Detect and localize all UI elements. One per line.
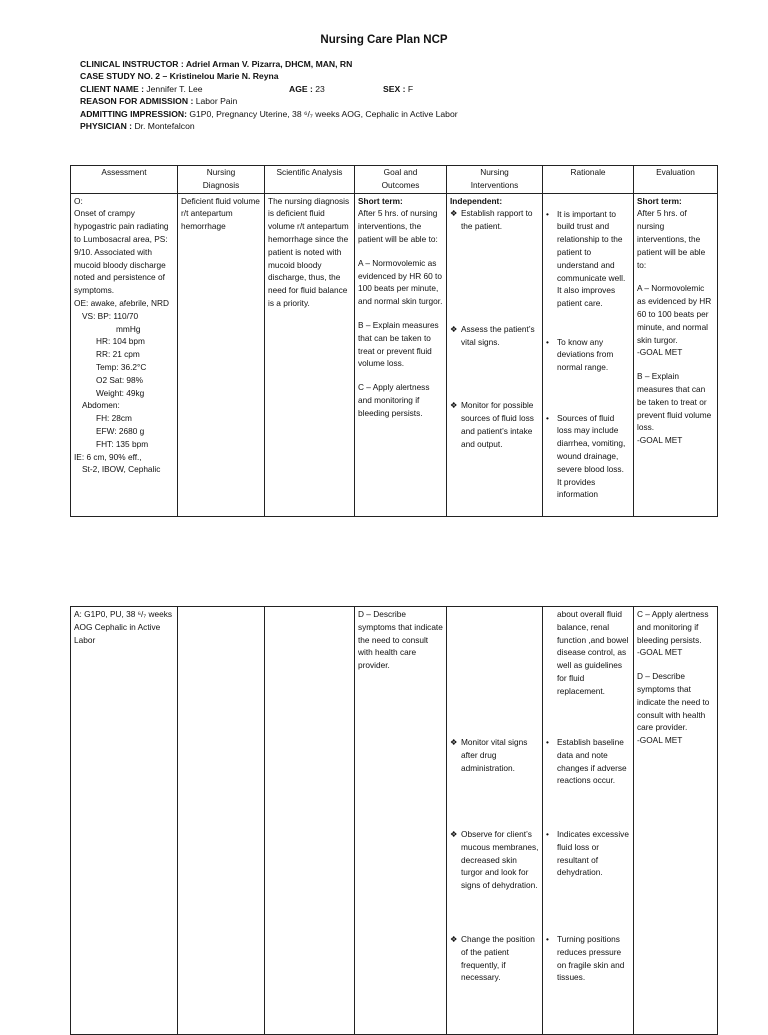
list-item: ❖ Monitor for possible sources of fluid loss and patient’s intake and output. [450,400,534,449]
column-header-goal: Goal and Outcomes [355,166,447,194]
diamond-bullet-icon: ❖ [450,737,458,747]
list-item: • Establish baseline data and note changes if adverse reactions occur. [546,737,627,786]
list-item: • It is important to build trust and relationship to the patient to understand and communicate well. It also improves patient care. [546,208,626,309]
client-label: CLIENT NAME : [80,83,147,94]
case-label: CASE STUDY NO. 2 – [80,71,170,82]
analysis-cell: The nursing diagnosis is deficient fluid volume r/t antepartum hemorrhage since the patient is noted with mucoid bloody discharge, thus, the need for fluid balance is a priority. [265,193,355,516]
analysis-cell [265,607,355,1035]
diagnosis-cell [178,607,265,1035]
diamond-bullet-icon: ❖ [450,400,458,411]
interventions-cell [447,607,543,1035]
bullet-icon: • [546,208,549,219]
care-plan-table-page-2 [70,606,718,1035]
rationale-cell [543,193,634,516]
diamond-bullet-icon: ❖ [450,829,458,839]
assessment-cell: A: G1P0, PU, 38 ⁶/₇ weeks AOG Cephalic in Active Labor [71,607,178,1035]
bullet-icon: • [546,934,549,944]
age-label: AGE : [289,83,316,94]
age-value: 23 [315,83,325,94]
column-header-rationale: Rationale [543,166,634,194]
column-header-diagnosis: Nursing Diagnosis [178,166,265,194]
diamond-bullet-icon: ❖ [450,934,458,944]
assessment-cell: O: Onset of crampy hypogastric pain radiating to Lumbosacral area, PS: 9/10. Associated with mucoid bloody discharge noted and persistence of symptoms. OE: awake, afebrile, NRD VS: BP: 110/70 mmHg HR: 104 bpm RR: 21 cpm Temp: 36.2°C O2 Sat: 98% Weight: 49kg Abdomen: FH: 28cm EFW: 2680 g FHT: 135 bpm IE: 6 cm, 90% eff., St-2, IBOW, Cephalic [71,193,178,516]
client-row [80,83,720,95]
client-value: Jennifer T. Lee [146,83,203,94]
rationale-continued: about overall fluid balance, renal function ,and bowel disease control, as well as guidelines for fluid replacement. [557,609,629,696]
table-row [71,193,718,516]
rationale-cell [543,607,634,1035]
goal-cell: Short term: After 5 hrs. of nursing interventions, the patient will be able to: A – Normovolemic as evidenced by HR 60 to 100 beats per minute, and normal skin turgor. B – Explain measures that can be taken to treat or prevent fluid volume loss. C – Apply alertness and monitoring if bleeding persists. [355,193,447,516]
age-field [289,83,325,95]
column-header-interventions: Nursing Interventions [447,166,543,194]
sex-value: F [407,83,414,94]
care-plan-table-page-1 [70,165,718,517]
table-row [71,607,718,1035]
instructor-value: Adriel Arman V. Pizarra, DHCM, MAN, RN [185,59,353,69]
sex-field [383,83,413,95]
column-header-evaluation: Evaluation [634,166,718,194]
table-header-row [71,166,718,194]
impression-value: G1P0, Pregnancy Uterine, 38 ⁶/₇ weeks AOG, Cephalic in Active Labor [189,108,458,119]
list-item: • To know any deviations from normal range. [546,336,614,373]
document-title: Nursing Care Plan NCP [320,34,448,46]
case-row [80,70,720,82]
bullet-icon: • [546,737,549,747]
physician-value: Dr. Montefalcon [134,120,195,131]
bullet-icon: • [546,412,549,423]
bullet-icon: • [546,336,549,347]
reason-row [80,95,720,107]
impression-row [80,108,720,120]
goal-cell: D – Describe symptoms that indicate the need to consult with health care provider. [355,607,447,1035]
diamond-bullet-icon: ❖ [450,324,458,335]
physician-row [80,120,720,132]
physician-label: PHYSICIAN : [80,120,135,131]
column-header-analysis: Scientific Analysis [265,166,355,194]
list-item: • Sources of fluid loss may include diarrhea, vomiting, wound drainage, severe blood loss. It provides information [546,412,626,500]
reason-value: Labor Pain [195,96,238,107]
instructor-label: CLINICAL INSTRUCTOR : [80,59,186,69]
impression-label: ADMITTING IMPRESSION: [80,108,190,119]
sex-label: SEX : [383,83,408,94]
column-header-assessment: Assessment [71,166,178,194]
list-item: ❖ Assess the patient’s vital signs. [450,324,535,348]
list-item: ❖ Establish rapport to the patient. [450,208,533,232]
evaluation-cell: Short term: After 5 hrs. of nursing interventions, the patient will be able to: A – Normovolemic as evidenced by HR 60 to 100 beats per minute, and normal skin turgor. -GOAL MET B – Explain measures that can be taken to treat or prevent fluid volume loss. -GOAL MET [634,193,718,516]
instructor-row [80,58,720,70]
list-item: • Indicates excessive fluid loss or resultant of dehydration. [546,829,629,878]
case-header [80,58,720,132]
list-item: ❖ Observe for client’s mucous membranes, decreased skin turgor and look for signs of dehydration. [450,829,539,891]
diamond-bullet-icon: ❖ [450,208,458,219]
bullet-icon: • [546,829,549,839]
list-item: ❖ Monitor vital signs after drug administration. [450,737,528,773]
diagnosis-cell: Deficient fluid volume r/t antepartum hemorrhage [178,193,265,516]
list-item: • Turning positions reduces pressure on fragile skin and tissues. [546,934,625,983]
list-item: ❖ Change the position of the patient frequently, if necessary. [450,934,535,983]
case-value: Kristinelou Marie N. Reyna [169,71,279,82]
evaluation-cell: C – Apply alertness and monitoring if bleeding persists. -GOAL MET D – Describe symptoms that indicate the need to consult with health care provider. -GOAL MET [634,607,718,1035]
interventions-cell: Independent: ❖ Establish rapport to the patient. ❖ Assess the patient’s vital signs. ❖ Monitor for possible sources of fluid loss and patient’s intake and output. [447,193,543,516]
reason-label: REASON FOR ADMISSION : [80,96,196,107]
